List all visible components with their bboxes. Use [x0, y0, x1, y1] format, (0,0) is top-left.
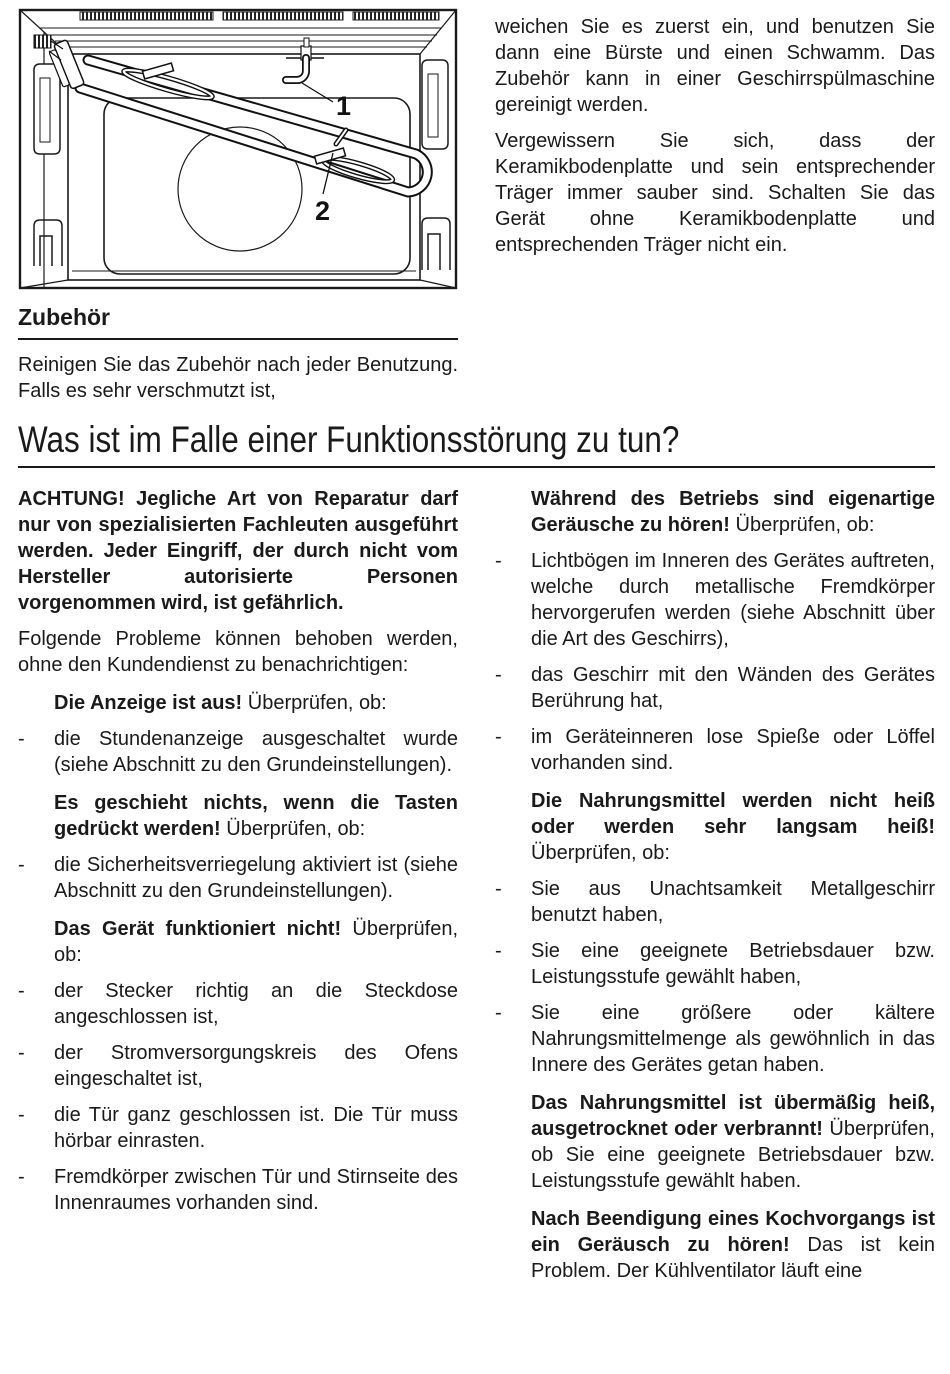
subheading-bold: Die Nahrungsmittel werden nicht heiß oder werden sehr langsam heiß!: [531, 789, 935, 838]
wall-bracket-bottom-right: [422, 218, 450, 270]
subheading-text: Überprüfen, ob:: [54, 917, 459, 966]
dash-marker: -: [495, 877, 502, 900]
subheading-paragraph: [495, 486, 935, 538]
dash-marker: -: [18, 727, 25, 750]
item-text: Sie aus Unachtsamkeit Metallgeschirr benutzt haben,: [531, 877, 935, 926]
dash-marker: -: [495, 663, 502, 686]
section-title-block: [18, 420, 935, 468]
item-text: Sie eine geeignete Betriebsdauer bzw. Leistungsstufe gewählt haben,: [531, 939, 935, 988]
item-text: Fremdkörper zwischen Tür und Stirnseite des Innenraumes vorhanden sind.: [54, 1165, 458, 1214]
cavity-back-panel: [104, 98, 410, 274]
item-text: der Stecker richtig an die Steckdose angeschlossen ist,: [54, 979, 458, 1028]
subheading-paragraph: [18, 790, 458, 842]
item-text: im Geräteinneren lose Spieße oder Löffel vorhanden sind.: [531, 725, 935, 774]
item-text: das Geschirr mit den Wänden des Gerätes Berührung hat,: [531, 663, 935, 712]
list-item: [18, 1040, 458, 1092]
dash-marker: -: [18, 1165, 25, 1188]
list-item: [18, 1102, 458, 1154]
troubleshooting-columns: [18, 486, 935, 1284]
list-item: [495, 724, 935, 776]
list-item: [495, 1000, 935, 1078]
dash-marker: -: [495, 939, 502, 962]
grill-element: [34, 35, 427, 192]
list-item: [18, 726, 458, 778]
list-item: [18, 978, 458, 1030]
subheading-bold: Nach Beendigung eines Kochvorgangs ist ein Geräusch zu hören!: [531, 1207, 935, 1256]
intro-paragraph-2: Vergewissern Sie sich, dass der Keramikbodenplatte und sein entsprechender Träger immer sauber sind. Schalten Sie das Gerät ohne Keramikbodenplatte und entsprechenden Träger nicht ein.: [495, 130, 935, 256]
figure-diagram: [18, 8, 458, 290]
subheading-bold: Das Nahrungsmittel ist übermäßig heiß, ausgetrocknet oder verbrannt!: [531, 1091, 935, 1140]
leader-line-1: [302, 83, 333, 102]
subheading-text: Überprüfen, ob:: [735, 513, 875, 536]
dash-marker: -: [495, 549, 502, 572]
subheading-bold: Während des Betriebs sind eigenartige Geräusche zu hören!: [531, 487, 935, 536]
dash-marker: -: [18, 853, 25, 876]
subheading-text: Überprüfen, ob:: [531, 841, 670, 864]
list-item: [18, 1164, 458, 1216]
item-text: die Tür ganz geschlossen ist. Die Tür muss hörbar einrasten.: [54, 1103, 458, 1152]
hanger-hook: [286, 38, 324, 80]
dash-marker: -: [495, 1001, 502, 1024]
list-item: [18, 852, 458, 904]
top-section: [18, 8, 935, 404]
dash-marker: -: [18, 1041, 25, 1064]
zubehoer-paragraph: Reinigen Sie das Zubehör nach jeder Benutzung. Falls es sehr verschmutzt ist,: [18, 354, 458, 402]
item-text: der Stromversorgungskreis des Ofens eingeschaltet ist,: [54, 1041, 458, 1090]
item-text: Sie eine größere oder kältere Nahrungsmittelmenge als gewöhnlich in das Innere des Gerätes getan haben.: [531, 1001, 935, 1076]
troubleshooting-right-column: [495, 486, 935, 1284]
subheading-bold: Es geschieht nichts, wenn die Tasten gedrückt werden!: [54, 791, 458, 840]
subheading-paragraph: [495, 1206, 935, 1284]
wall-bracket-top-left-inner: [40, 78, 50, 142]
section-title: [18, 420, 935, 461]
subheading-text: Überprüfen, ob Sie eine geeignete Betriebsdauer bzw. Leistungsstufe gewählt haben.: [531, 1117, 935, 1192]
subheading-paragraph: [495, 1090, 935, 1194]
zubehoer-heading: Zubehör: [18, 304, 458, 340]
subheading-text: Überprüfen, ob:: [247, 691, 387, 714]
item-text: die Sicherheitsverriegelung aktiviert ist (siehe Abschnitt zu den Grundeinstellungen).: [54, 853, 458, 902]
subheading-paragraph: [18, 690, 458, 716]
subheading-text: Das ist kein Problem. Der Kühlventilator läuft eine: [531, 1233, 936, 1282]
wall-bracket-top-right-inner: [428, 74, 438, 137]
callout-2-label: 2: [315, 196, 331, 226]
paragraph: Folgende Probleme können behoben werden, ohne den Kundendienst zu benachrichtigen:: [18, 627, 458, 676]
subheading-paragraph: [495, 788, 935, 866]
dash-marker: -: [18, 1103, 25, 1126]
wall-bracket-bottom-left: [34, 220, 62, 266]
troubleshooting-left-column: [18, 486, 458, 1284]
top-left-column: [18, 8, 458, 404]
section-title-text: Was ist im Falle einer Funktionsstörung zu tun?: [18, 419, 680, 460]
oven-diagram-svg: [18, 8, 458, 290]
top-frame-lines: [40, 28, 442, 47]
hinge-connector: [34, 35, 51, 48]
warning-paragraph: ACHTUNG! Jegliche Art von Reparatur darf nur von spezialisierten Fachleuten ausgeführt werden. Jeder Eingriff, der durch nicht vom Hersteller autorisierte Personen vorgenommen wird, ist gefährlich.: [18, 487, 458, 614]
item-text: Lichtbögen im Inneren des Gerätes auftreten, welche durch metallische Fremdkörper hervorgerufen werden (siehe Abschnitt über die Art des Geschirrs),: [531, 549, 935, 650]
top-right-column: [495, 8, 935, 404]
list-item: [495, 662, 935, 714]
subheading-bold: Die Anzeige ist aus!: [54, 691, 243, 714]
list-item: [495, 876, 935, 928]
subheading-text: Überprüfen, ob:: [226, 817, 366, 840]
dash-marker: -: [18, 979, 25, 1002]
zubehoer-section: [18, 304, 458, 404]
dash-marker: -: [495, 725, 502, 748]
callout-1-label: 1: [336, 91, 352, 121]
vent-grille: [80, 12, 439, 20]
subheading-bold: Das Gerät funktioniert nicht!: [54, 917, 342, 940]
item-text: die Stundenanzeige ausgeschaltet wurde (siehe Abschnitt zu den Grundeinstellungen).: [54, 727, 458, 776]
subheading-paragraph: [18, 916, 458, 968]
intro-paragraph-1: weichen Sie es zuerst ein, und benutzen Sie dann eine Bürste und einen Schwamm. Das Zubehör kann in einer Geschirrspülmaschine gereinigt werden.: [495, 16, 935, 116]
list-item: [495, 548, 935, 652]
turntable-circle: [178, 127, 302, 251]
list-item: [495, 938, 935, 990]
